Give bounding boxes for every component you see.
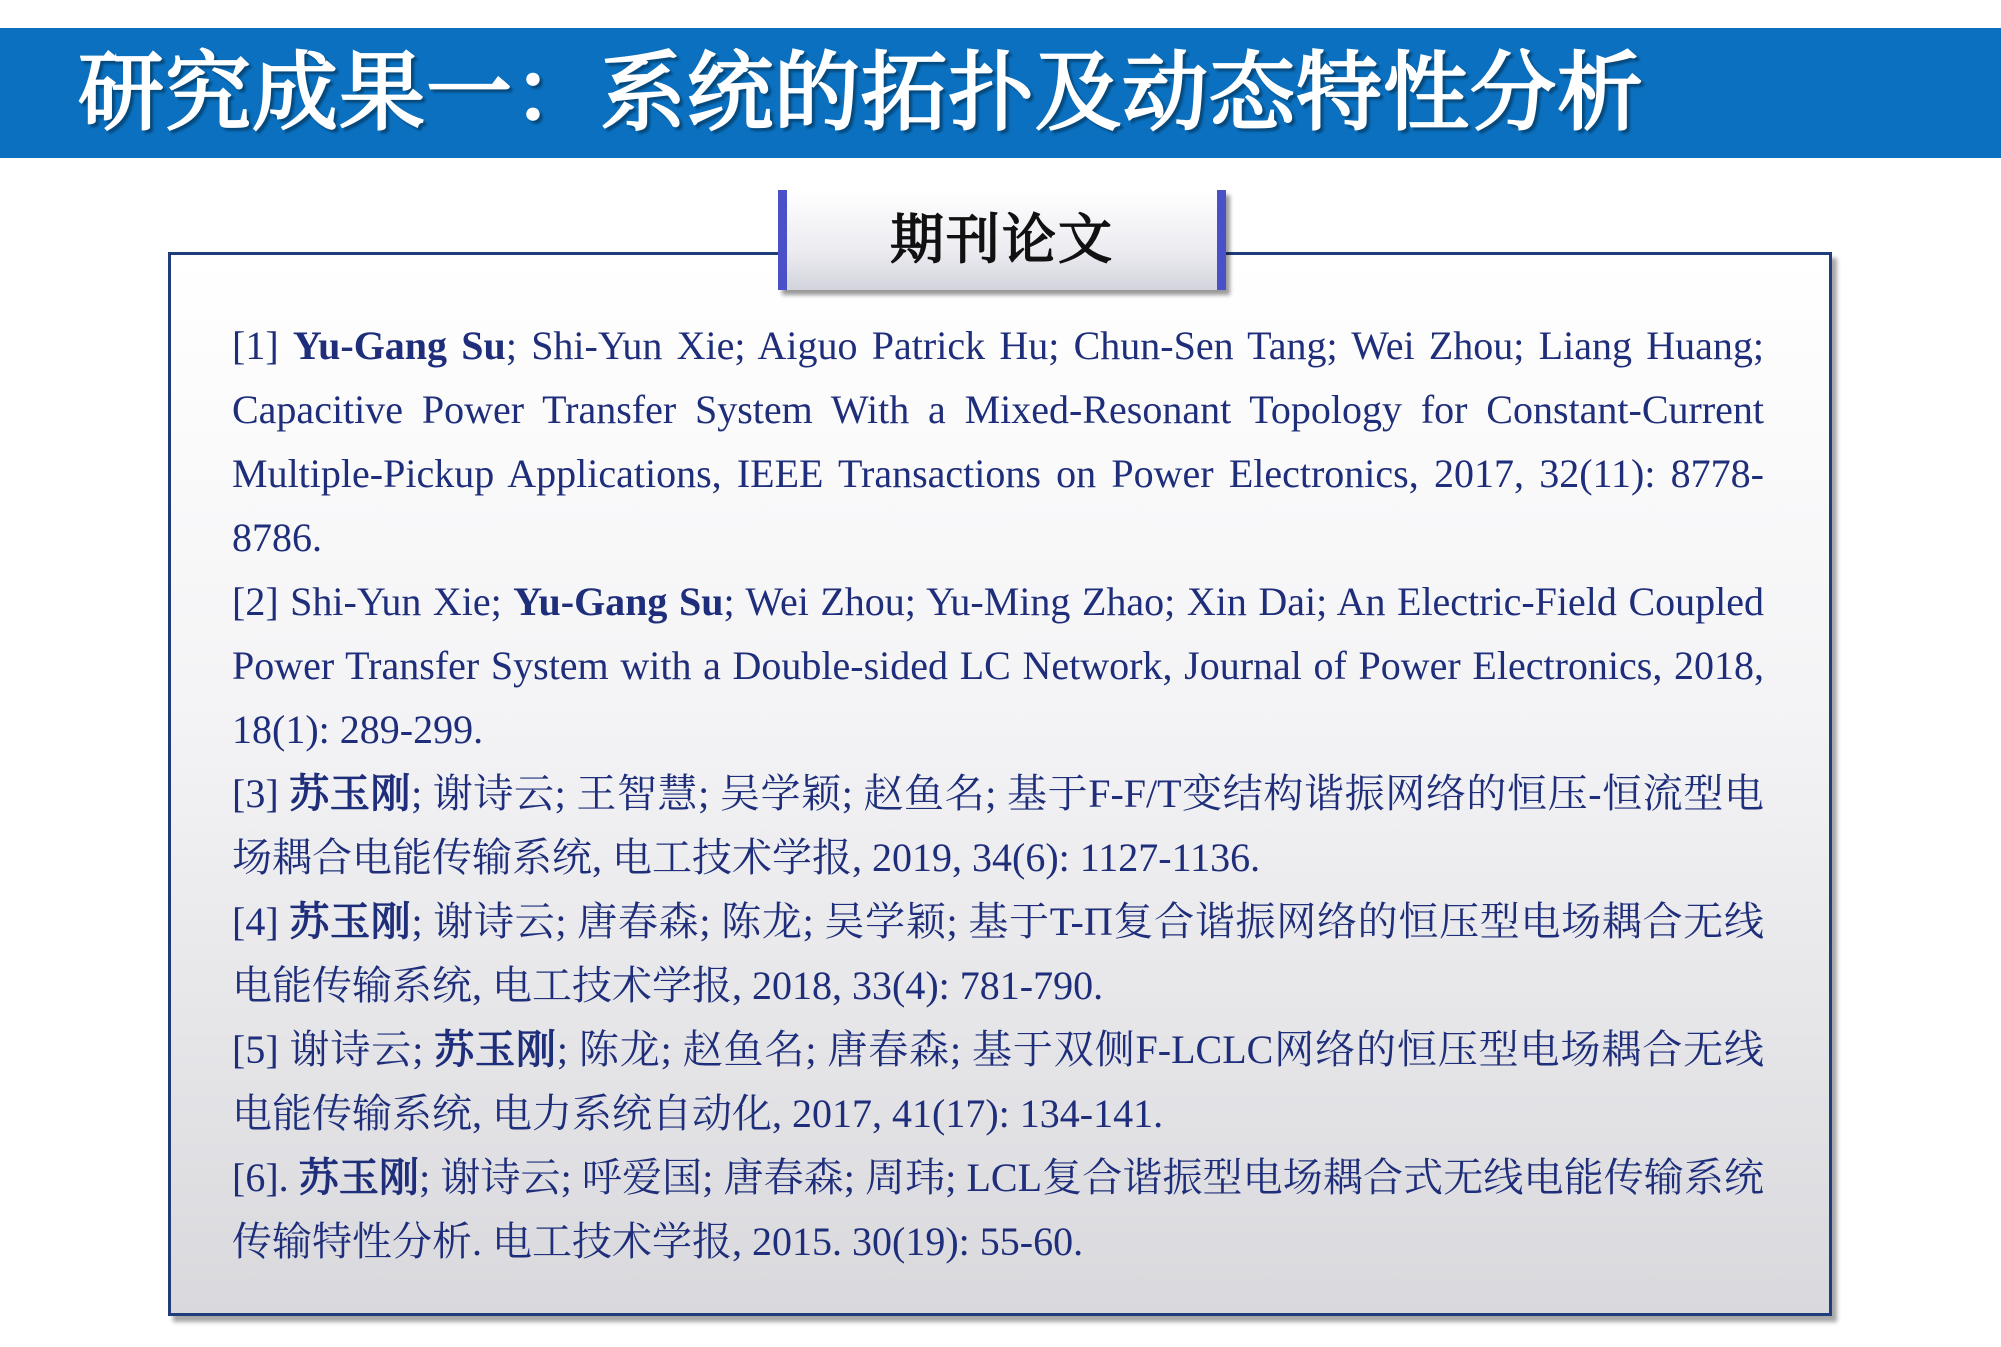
reference-item bbox=[232, 762, 1764, 890]
reference-text: ; 谢诗云; 王智慧; 吴学颖; 赵鱼名; 基于F-F/T变结构谐振网络的恒压-恒流型电场耦合电能传输系统, 电工技术学报, 2019, 34(6): 1127-1136. bbox=[232, 771, 1765, 880]
reference-text: [3] bbox=[232, 771, 290, 816]
title-bar bbox=[0, 28, 2001, 158]
author-highlight: 苏玉刚 bbox=[298, 1155, 420, 1200]
author-highlight: Yu-Gang Su bbox=[292, 323, 506, 368]
author-highlight: 苏玉刚 bbox=[434, 1027, 557, 1072]
reference-item bbox=[232, 314, 1764, 570]
reference-item bbox=[232, 890, 1764, 1018]
reference-text: ; 陈龙; 赵鱼名; 唐春森; 基于双侧F-LCLC网络的恒压型电场耦合无线电能传输系统, 电力系统自动化, 2017, 41(17): 134-141. bbox=[232, 1027, 1764, 1136]
reference-text: [1] bbox=[232, 323, 293, 368]
reference-text: ; 谢诗云; 唐春森; 陈龙; 吴学颖; 基于T-Π复合谐振网络的恒压型电场耦合无线电能传输系统, 电工技术学报, 2018, 33(4): 781-790. bbox=[232, 899, 1765, 1008]
reference-item bbox=[232, 1146, 1764, 1274]
section-tab-label: 期刊论文 bbox=[890, 208, 1114, 271]
slide-title: 研究成果一：系统的拓扑及动态特性分析 bbox=[78, 43, 1644, 143]
author-highlight: Yu-Gang Su bbox=[513, 579, 724, 624]
reference-text: ; Shi-Yun Xie; Aiguo Patrick Hu; Chun-Sen Tang; Wei Zhou; Liang Huang; Capacitive Power Transfer System With a Mixed-Resonant Topology for Constant-Current Multiple-Pickup Applications, IEEE Transactions on Power Electronics, 2017, 32(11): 8778-8786. bbox=[232, 323, 1764, 560]
reference-text: ; Wei Zhou; Yu-Ming Zhao; Xin Dai; An Electric-Field Coupled Power Transfer System with a Double-sided LC Network, Journal of Power Electronics, 2018, 18(1): 289-299. bbox=[232, 579, 1765, 752]
reference-text: [4] bbox=[232, 899, 290, 944]
reference-list bbox=[232, 314, 1764, 1274]
reference-text: ; 谢诗云; 呼爱国; 唐春森; 周玮; LCL复合谐振型电场耦合式无线电能传输系统传输特性分析. 电工技术学报, 2015. 30(19): 55-60. bbox=[232, 1155, 1765, 1264]
reference-text: [5] 谢诗云; bbox=[232, 1027, 435, 1072]
reference-text: [6]. bbox=[232, 1155, 299, 1200]
author-highlight: 苏玉刚 bbox=[289, 899, 412, 944]
reference-text: [2] Shi-Yun Xie; bbox=[232, 579, 514, 624]
author-highlight: 苏玉刚 bbox=[289, 771, 412, 816]
reference-item bbox=[232, 570, 1764, 762]
section-tab bbox=[778, 190, 1226, 290]
reference-item bbox=[232, 1018, 1764, 1146]
